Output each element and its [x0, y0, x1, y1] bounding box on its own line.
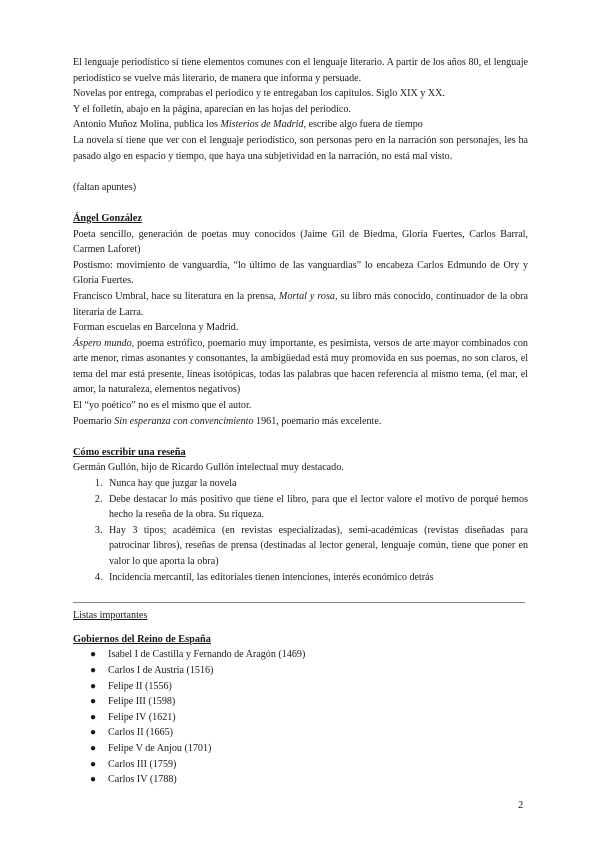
- list-item: 3. Hay 3 tipos; académica (en revistas especializadas), semi-académicas (revistas diseñadas para patrocinar libros), reseñas de prensa (destinadas al lector general, lenguaje común, tiene que poner en valor lo que aporta la obra): [105, 523, 528, 570]
- bullet-icon: ●: [90, 758, 97, 770]
- angel-p3-text: Francisco Umbral, hace su literatura en la prensa,: [73, 290, 279, 302]
- resena-heading: Cómo escribir una reseña: [73, 446, 186, 458]
- angel-paragraph-1: Poeta sencillo, generación de poetas muy conocidos (Jaime Gil de Biedma, Gloria Fuertes, Carlos Barral, Carmen Laforet): [73, 228, 528, 256]
- list-item: 4. Incidencia mercantil, las editoriales tienen intenciones, interés económico detrás: [105, 570, 528, 586]
- angel-gonzalez-heading: Ángel González: [73, 212, 142, 224]
- angel-paragraph-7: [73, 414, 528, 430]
- page-number: 2: [518, 800, 524, 811]
- angel-paragraph-3: [73, 289, 528, 320]
- intro-p4-tail: , escribe algo fuera de tiempo: [303, 119, 423, 131]
- resena-list: [73, 476, 528, 585]
- list-item: ● Felipe IV (1621): [73, 710, 528, 726]
- list-item: ● Carlos IV (1788): [73, 772, 528, 788]
- bullet-icon: ●: [90, 711, 97, 723]
- angel-gonzalez-section: [73, 211, 528, 429]
- intro-paragraph-5: La novela sí tiene que ver con el lenguaje periodístico, son personas pero en la narración son personajes, les ha pasado algo en espacio y tiempo, que haya una subjetividad en la narración, no está mal visto.: [73, 134, 528, 162]
- list-item: ● Isabel I de Castilla y Fernando de Aragón (1469): [73, 647, 528, 663]
- bullet-icon: ●: [90, 774, 97, 786]
- list-item: 2. Debe destacar lo más positivo que tiene el libro, para que el lector valore el motivo de porqué hemos hecho la reseña de la obra. Su riqueza.: [105, 492, 528, 523]
- intro-paragraph-4: [73, 117, 528, 133]
- bullet-icon: ●: [90, 680, 97, 692]
- bullet-icon: ●: [90, 742, 97, 754]
- bullet-icon: ●: [90, 649, 97, 661]
- book-title-aspero-mundo: Áspero mundo,: [73, 337, 135, 349]
- angel-p7-text: Poemario: [73, 415, 115, 427]
- listas-section: [73, 608, 528, 788]
- intro-paragraph-2: Novelas por entrega, comprabas el periodico y te entregaban los capítulos. Siglo XIX y XX.: [73, 88, 445, 100]
- bullet-icon: ●: [90, 696, 97, 708]
- section-divider: [73, 602, 525, 603]
- list-item: ● Felipe V de Anjou (1701): [73, 741, 528, 757]
- angel-p5-text: poema estrófico, poemario muy importante, es pesimista, versos de arte mayor combinados con arte menor, rimas asonantes y consonantes, la ambigüedad está muy promovida en sus poemas, no son claros, el tema del mar está presente, líneas isotópicas, todas las palabras que hacen referencia al mismo tema, (el mar, el amor, la naturaleza, elementos negativos): [73, 337, 528, 396]
- intro-paragraph-3: Y el folletín, abajo en la página, aparecían en las hojas del periodico.: [73, 103, 351, 115]
- list-item: ● Carlos III (1759): [73, 757, 528, 773]
- intro-paragraph-1: El lenguaje periodístico sí tiene elementos comunes con el lenguaje literario. A partir de los años 80, el lenguaje periodístico se vuelve más literario, de manera que informa y persuade.: [73, 57, 528, 84]
- angel-paragraph-4: Forman escuelas en Barcelona y Madrid.: [73, 322, 239, 334]
- angel-paragraph-5: [73, 336, 528, 398]
- listas-title: Listas importantes: [73, 610, 148, 622]
- list-item: ● Carlos II (1665): [73, 725, 528, 741]
- document-page: [73, 55, 528, 788]
- list-item: ● Felipe II (1556): [73, 679, 528, 695]
- missing-notes: (faltan apuntes): [73, 181, 137, 193]
- resena-intro: Germán Gullón, hijo de Ricardo Gullón intelectual muy destacado.: [73, 462, 344, 474]
- intro-section: [73, 55, 528, 195]
- angel-p7-tail: 1961, poemario más excelente.: [253, 415, 382, 427]
- book-title-mortal-y-rosa: Mortal y rosa,: [278, 290, 338, 302]
- gobiernos-heading: Gobiernos del Reino de España: [73, 633, 211, 645]
- angel-paragraph-6: El “yo poético” no es el mismo que el autor.: [73, 400, 252, 412]
- resena-section: [73, 445, 528, 585]
- bullet-icon: ●: [90, 664, 97, 676]
- intro-p4-text: Antonio Muñoz Molina, publica los: [73, 119, 221, 131]
- gobiernos-list: [73, 647, 528, 787]
- list-item: ● Carlos I de Austria (1516): [73, 663, 528, 679]
- book-title-misterios: Misterios de Madrid: [220, 119, 304, 131]
- list-item: 1. Nunca hay que juzgar la novela: [105, 476, 528, 492]
- bullet-icon: ●: [90, 727, 97, 739]
- angel-p3-tail: su libro más conocido, continuador de la obra literaria de Larra.: [73, 290, 529, 318]
- book-title-sin-esperanza: Sin esperanza con convencimiento: [114, 415, 254, 427]
- list-item: ● Felipe III (1598): [73, 694, 528, 710]
- angel-paragraph-2: Postismo: movimiento de vanguardia, “lo último de las vanguardias” lo encabeza Carlos Edmundo de Ory y Gloria Fuertes.: [73, 259, 528, 287]
